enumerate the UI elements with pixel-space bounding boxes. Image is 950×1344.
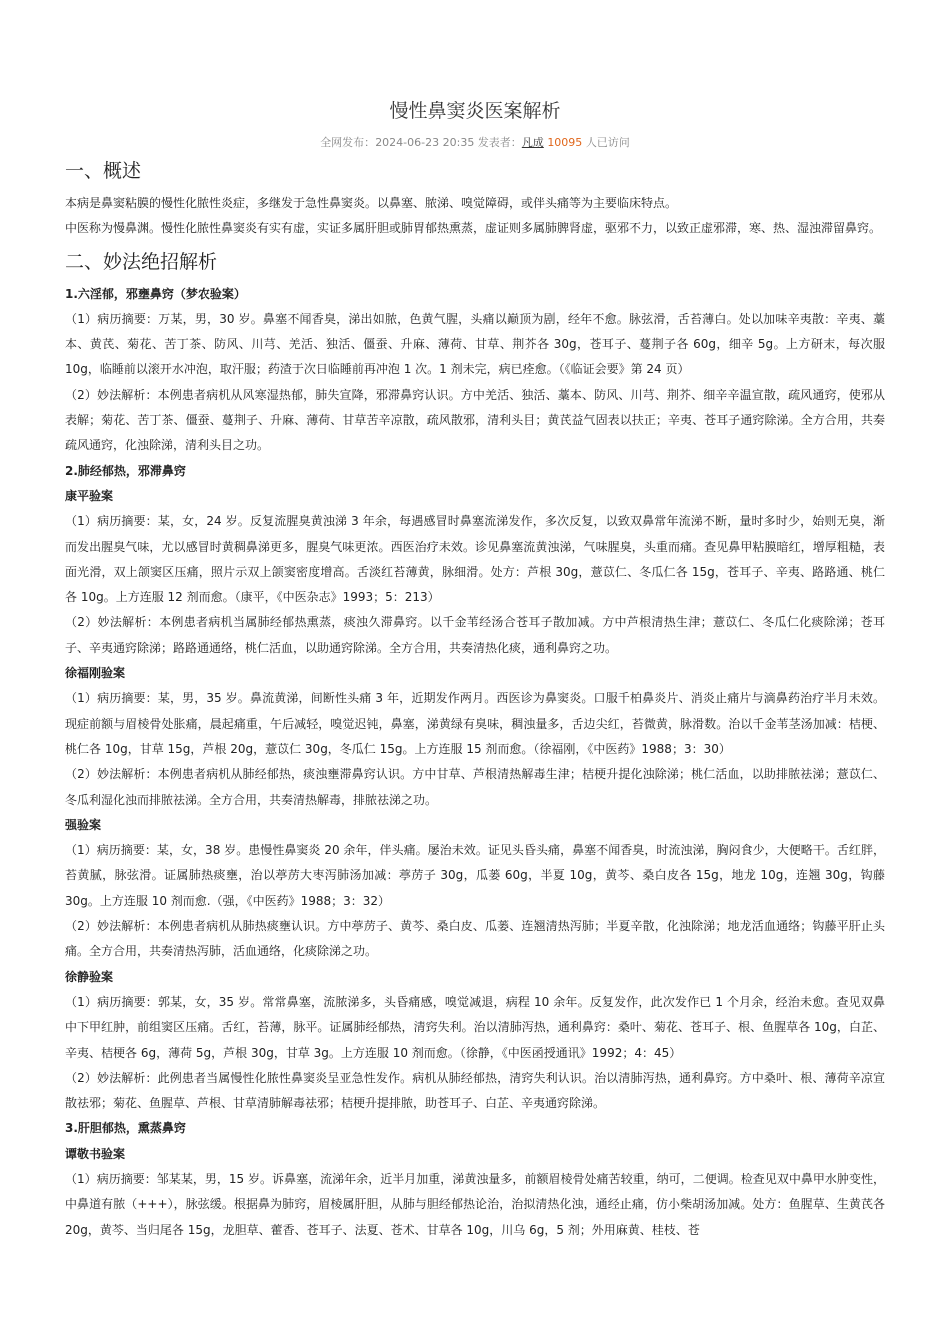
paragraph: （1）病历摘要：邹某某，男，15 岁。诉鼻塞，流涕年余，近半月加重，涕黄浊量多，前额眉棱骨处痛苦较重，纳可，二便调。检查见双中鼻甲水肿变性，中鼻道有脓（+++），脉弦缓。根据鼻为肺窍，眉棱属肝胆，从肺与胆经郁热论治，治拟清热化浊，通经止痛，仿小柴胡汤加减。处方：鱼腥草、生黄芪各 20g，黄芩、当归尾各 15g，龙胆草、藿香、苍耳子、法夏、苍术、甘草各 10g，川乌 6g，5 剂；外用麻黄、桂枝、苍: [65, 1171, 885, 1237]
paragraph: （2）妙法解析：此例患者当属慢性化脓性鼻窦炎呈亚急性发作。病机从肺经郁热，清窍失利认识。治以清肺泻热，通利鼻窍。方中桑叶、根、薄荷辛凉宣散祛邪；菊花、鱼腥草、芦根、甘草清肺解毒祛邪；桔梗升提排脓，助苍耳子、白芷、辛夷通窍除涕。: [65, 1070, 885, 1111]
case-title: 康平验案: [65, 488, 114, 503]
paragraph: （1）病历摘要：某，女，24 岁。反复流腥臭黄浊涕 3 年余，每遇感冒时鼻塞流涕发作，多次反复，以致双鼻常年流涕不断，量时多时少，始则无臭，渐而发出腥臭气味，尤以感冒时黄稠鼻涕更多，腥臭气味更浓。西医治疗未效。诊见鼻塞流黄浊涕，气味腥臭，头重而痛。查见鼻甲粘膜暗红，增厚粗糙，表面光滑，双上颌窦区压痛，照片示双上颌窦密度增高。舌淡红苔薄黄，脉细滑。处方：芦根 30g，薏苡仁、冬瓜仁各 15g，苍耳子、辛夷、路路通、桃仁各 10g。上方连服 12 剂而愈。（康平，《中医杂志》1993；5：213）: [65, 514, 885, 605]
case-title: 徐静验案: [65, 969, 114, 984]
paragraph: （1）病历摘要：万某，男，30 岁。鼻塞不闻香臭，涕出如脓，色黄气腥，头痛以巅顶为剧，经年不愈。脉弦滑，舌苔薄白。处以加味辛夷散：辛夷、藁本、黄芪、菊花、苦丁茶、防风、川芎、羌活、独活、僵蚕、升麻、薄荷、甘草、荆芥各 30g，苍耳子、蔓荆子各 60g，细辛 5g。上方研末，每次服 10g，临睡前以滚开水冲泡，取汗服；药渣于次日临睡前再冲泡 1 次。1 剂未完，病已痊愈。（《临证会要》第 24 页）: [65, 311, 885, 377]
visit-count-suffix: 人已访问: [585, 136, 630, 149]
section-heading-overview: 一、概述: [65, 160, 142, 182]
author-label: 发表者：: [477, 136, 522, 149]
case-title: 徐福刚验案: [65, 666, 126, 681]
article-meta: [65, 135, 885, 151]
subsection-title: 2.肺经郁热，邪滞鼻窍: [65, 463, 186, 478]
subsection-title: 3.肝胆郁热，熏蒸鼻窍: [65, 1121, 186, 1136]
paragraph: （1）病历摘要：某，男，35 岁。鼻流黄涕，间断性头痛 3 年，近期发作两月。西医诊为鼻窦炎。口服千柏鼻炎片、消炎止痛片与滴鼻药治疗半月未效。现症前额与眉棱骨处胀痛，晨起痛重，午后减轻，嗅觉迟钝，鼻塞，涕黄绿有臭味，稠浊量多，舌边尖红，苔微黄，脉滑数。治以千金苇茎汤加减：桔梗、桃仁各 10g，甘草 15g，芦根 20g，薏苡仁 30g，冬瓜仁 15g。上方连服 15 剂而愈。（徐福刚，《中医药》1988；3：30）: [65, 691, 885, 756]
page-title: 慢性鼻窦炎医案解析: [389, 100, 561, 122]
paragraph: （2）妙法解析：本例患者病机当属肺经郁热熏蒸，痰浊久滞鼻窍。以千金苇经汤合苍耳子散加减。方中芦根清热生津；薏苡仁、冬瓜仁化痰除涕；苍耳子、辛夷通窍除涕；路路通通络，桃仁活血，以助通窍除涕。全方合用，共奏清热化痰，通利鼻窍之功。: [65, 615, 885, 655]
visit-count: 10095: [547, 136, 583, 149]
paragraph: （1）病历摘要：郭某，女，35 岁。常常鼻塞，流脓涕多，头昏痛感，嗅觉减退，病程 10 余年。反复发作，此次发作已 1 个月余，经治未愈。查见双鼻中下甲红肿，前组窦区压痛。舌红，苔薄，脉平。证属肺经郁热，清窍失利。治以清肺泻热，通利鼻窍：桑叶、菊花、苍耳子、根、鱼腥草各 10g，白芷、辛夷、桔梗各 6g，薄荷 5g，芦根 30g，甘草 3g。上方连服 10 剂而愈。（徐静，《中医函授通讯》1992；4：45）: [65, 994, 885, 1060]
author-link[interactable]: 凡成: [521, 136, 544, 149]
case-title: 强验案: [65, 817, 102, 832]
paragraph: （2）妙法解析：本例患者病机从肺热痰壅认识。方中葶苈子、黄芩、桑白皮、瓜蒌、连翘清热泻肺；半夏辛散，化浊除涕；地龙活血通络；钩藤平肝止头痛。全方合用，共奏清热泻肺，活血通络，化痰除涕之功。: [65, 919, 885, 959]
meta-prefix: 全网发布：: [320, 136, 376, 149]
paragraph: （1）病历摘要：某，女，38 岁。患慢性鼻窦炎 20 余年，伴头痛。屡治未效。证见头昏头痛，鼻塞不闻香臭，时流浊涕，胸闷食少，大便略干。舌红胖，苔黄腻，脉弦滑。证属肺热痰壅，治以葶苈大枣泻肺汤加减：葶苈子 30g，瓜蒌 60g，半夏 10g，黄芩、桑白皮各 15g，地龙 10g，连翘 30g，钩藤 30g。上方连服 10 剂而愈.（强，《中医药》1988；3：32）: [65, 843, 885, 908]
subsection-title: 1.六淫郁，邪壅鼻窍（梦农验案）: [65, 286, 246, 301]
paragraph: （2）妙法解析：本例患者病机从肺经郁热，痰浊壅滞鼻窍认识。方中甘草、芦根清热解毒生津；桔梗升提化浊除涕；桃仁活血，以助排脓祛涕；薏苡仁、冬瓜利湿化浊而排脓祛涕。全方合用，共奏清热解毒，排脓祛涕之功。: [65, 767, 885, 807]
paragraph: 中医称为慢鼻渊。慢性化脓性鼻窦炎有实有虚，实证多属肝胆或肺胃郁热熏蒸，虚证则多属肺脾肾虚，驱邪不力，以致正虚邪滞，寒、热、湿浊滞留鼻窍。: [65, 221, 882, 236]
section-heading-analysis: 二、妙法绝招解析: [65, 250, 218, 273]
publish-datetime: 2024-06-23 20:35: [375, 136, 475, 149]
paragraph: 本病是鼻窦粘膜的慢性化脓性炎症，多继发于急性鼻窦炎。以鼻塞、脓涕、嗅觉障碍，或伴头痛等为主要临床特点。: [65, 196, 678, 210]
article: [65, 0, 885, 1243]
paragraph: （2）妙法解析：本例患者病机从风寒湿热郁，肺失宣降，邪滞鼻窍认识。方中羌活、独活、藁本、防风、川芎、荆芥、细辛辛温宣散，疏风通窍，使邪从表解；菊花、苦丁茶、僵蚕、蔓荆子、升麻、薄荷、甘草苦辛凉散，疏风散邪，清利头目；黄芪益气固表以扶正；辛夷、苍耳子通窍除涕。全方合用，共奏疏风通窍，化浊除涕，清利头目之功。: [65, 387, 885, 453]
case-title: 谭敬书验案: [65, 1146, 126, 1161]
